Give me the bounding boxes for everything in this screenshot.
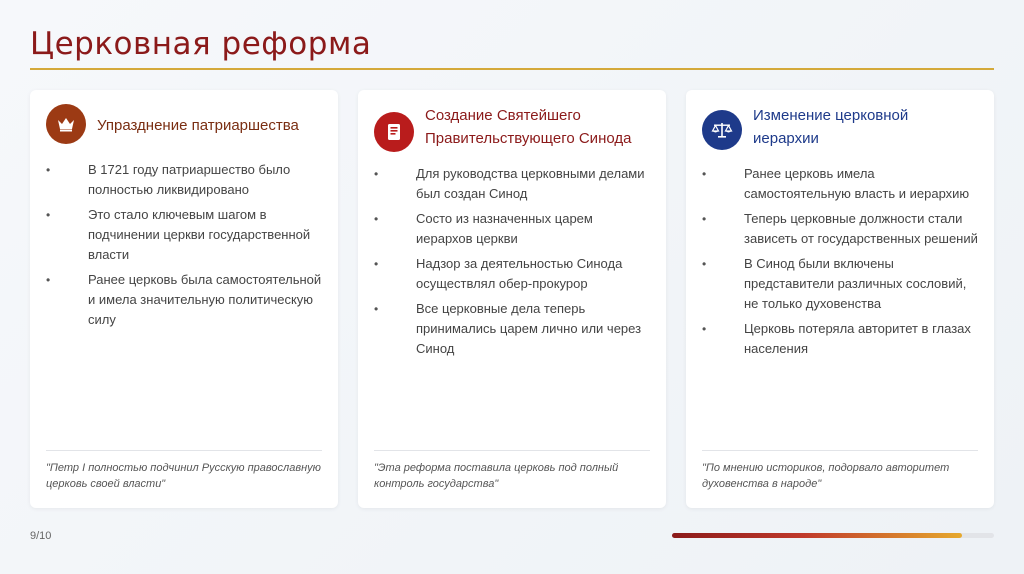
quote-divider	[374, 450, 650, 451]
list-item: • Для руководства церковными делами был создан Синод	[374, 164, 650, 204]
slide-progress-fill	[672, 533, 962, 538]
slide-progress-bar	[672, 533, 994, 538]
card-quote: "Эта реформа поставила церковь под полный контроль государства"	[374, 462, 619, 490]
title-divider	[30, 68, 994, 70]
list-item: • В 1721 году патриаршество было полностью ликвидировано	[46, 160, 322, 200]
list-item: • Состо из назначенных царем иерархов церкви	[374, 209, 650, 249]
list-item: • В Синод были включены представители различных сословий, не только духовенства	[702, 254, 978, 314]
quote-divider	[46, 450, 322, 451]
list-item: • Церковь потеряла авторитет в глазах населения	[702, 319, 978, 359]
card-header	[702, 104, 980, 164]
bullet-list	[374, 164, 650, 364]
card-quote: "Петр I полностью подчинил Русскую православную церковь своей власти"	[46, 462, 321, 490]
slide-title: Церковная реформа	[30, 26, 372, 62]
list-item: • Это стало ключевым шагом в подчинении церкви государственной власти	[46, 205, 322, 265]
list-item: • Все церковные дела теперь принимались царем лично или через Синод	[374, 299, 650, 359]
card-heading: Создание Святейшего Правительствующего Синода	[425, 107, 632, 147]
book-icon	[374, 112, 414, 152]
bullet-list	[702, 164, 978, 364]
card-quote: "По мнению историков, подорвало авторитет духовенства в народе"	[702, 462, 950, 490]
list-item: • Ранее церковь была самостоятельной и имела значительную политическую силу	[46, 270, 322, 330]
quote-divider	[702, 450, 978, 451]
page-indicator: 9/10	[30, 530, 52, 542]
card-header	[374, 104, 652, 164]
list-item: • Надзор за деятельностью Синода осуществлял обер-прокурор	[374, 254, 650, 294]
list-item: • Ранее церковь имела самостоятельную власть и иерархию	[702, 164, 978, 204]
list-item: • Теперь церковные должности стали зависеть от государственных решений	[702, 209, 978, 249]
crown-icon	[46, 104, 86, 144]
card-hierarchy-change	[686, 90, 994, 508]
card-patriarchate-abolition	[30, 90, 338, 508]
balance-scale-icon	[702, 110, 742, 150]
card-heading: Изменение церковной иерархии	[753, 107, 909, 147]
card-header	[46, 104, 324, 164]
card-synod-creation	[358, 90, 666, 508]
bullet-list	[46, 160, 322, 335]
card-heading: Упразднение патриаршества	[97, 117, 299, 134]
